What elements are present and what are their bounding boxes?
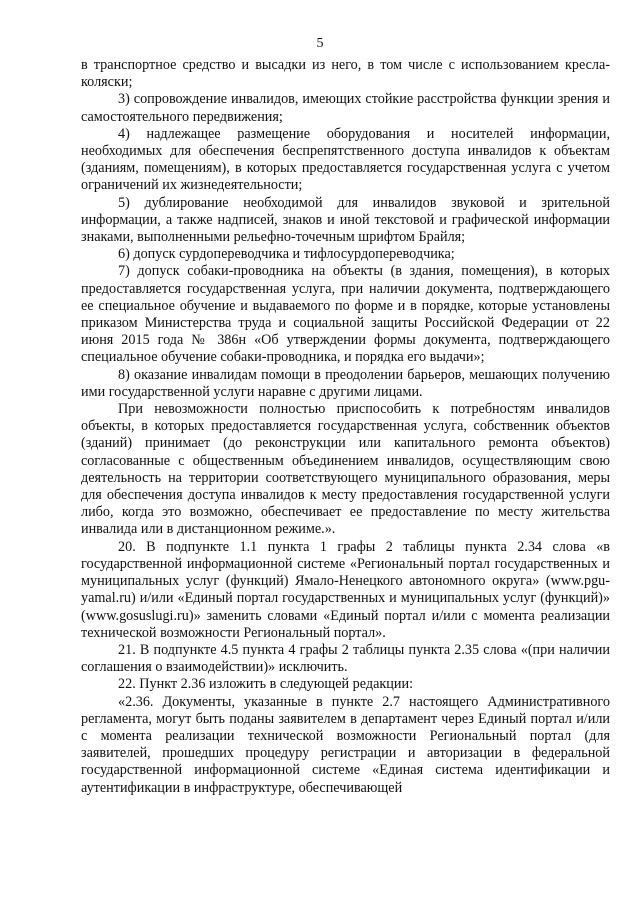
page-number: 5 (316, 36, 324, 51)
list-item-8: 8) оказание инвалидам помощи в преодолении барьеров, мешающих получению ими государственной услуги наравне с другими лицами. (81, 366, 610, 400)
list-item-4: 4) надлежащее размещение оборудования и носителей информации, необходимых для обеспечения беспрепятственного доступа инвалидов к объектам (зданиям, помещениям), в которых предоставляется государственная услуга с учетом ограничений их жизнедеятельности; (81, 125, 610, 194)
paragraph-continuation: в транспортное средство и высадки из него, в том числе с использованием кресла-коляски; (81, 57, 610, 91)
clause-21: 21. В подпункте 4.5 пункта 4 графы 2 таблицы пункта 2.35 слова «(при наличии соглашения о взаимодействии)» исключить. (81, 641, 610, 676)
list-item-6: 6) допуск сурдопереводчика и тифлосурдопереводчика; (118, 246, 455, 263)
list-item-5: 5) дублирование необходимой для инвалидов звуковой и зрительной информации, а также надписей, знаков и иной текстовой и графической информации знаками, выполненными рельефно-точечным шрифтом Брайля; (81, 194, 610, 246)
paragraph-impossibility: При невозможности полностью приспособить к потребностям инвалидов объекты, в которых предоставляется государственная услуга, собственник объектов (зданий) принимает (до реконструкции или капитального ремонта объектов) согласованные с общественным объединением инвалидов, осуществляющим свою деятельность на территории соответствующего муниципального образования, меры для обеспечения доступа инвалидов к месту предоставления государственной услуги либо, когда это возможно, обеспечивает ее предоставление по месту жительства инвалида или в дистанционном режиме.». (81, 401, 610, 538)
list-item-7: 7) допуск собаки-проводника на объекты (в здания, помещения), в которых предоставляется государственная услуга, при наличии документа, подтверждающего ее специальное обучение и выдаваемого по форме и в порядке, которые установлены приказом Министерства труда и социальной защиты Российской Федерации от 22 июня 2015 года № 386н «Об утверждении формы документа, подтверждающего специальное обучение собаки-проводника, и порядка его выдачи»; (81, 263, 610, 366)
list-item-3: 3) сопровождение инвалидов, имеющих стойкие расстройства функции зрения и самостоятельного передвижения; (81, 91, 610, 125)
clause-22: 22. Пункт 2.36 изложить в следующей редакции: (118, 676, 414, 693)
clause-20: 20. В подпункте 1.1 пункта 1 графы 2 таблицы пункта 2.34 слова «в государственной информационной системе «Региональный портал государственных и муниципальных услуг (функций) Ямало-Ненецкого автономного округа» (www.pgu-yamal.ru) и/или «Единый портал государственных и муниципальных услуг (функций)» (www.gosuslugi.ru)» заменить словами «Единый портал и/или с момента реализации технической возможности Региональный портал». (81, 538, 610, 641)
document-body (81, 57, 610, 797)
clause-2-36-text: «2.36. Документы, указанные в пункте 2.7 настоящего Административного регламента, могут быть поданы заявителем в департамент через Единый портал и/или с момента реализации технической возможности Региональный портал (для заявителей, прошедших процедуру регистрации и авторизации в федеральной государственной информационной системе «Единая система идентификации и аутентификации в инфраструктуре, обеспечивающей (81, 693, 610, 796)
